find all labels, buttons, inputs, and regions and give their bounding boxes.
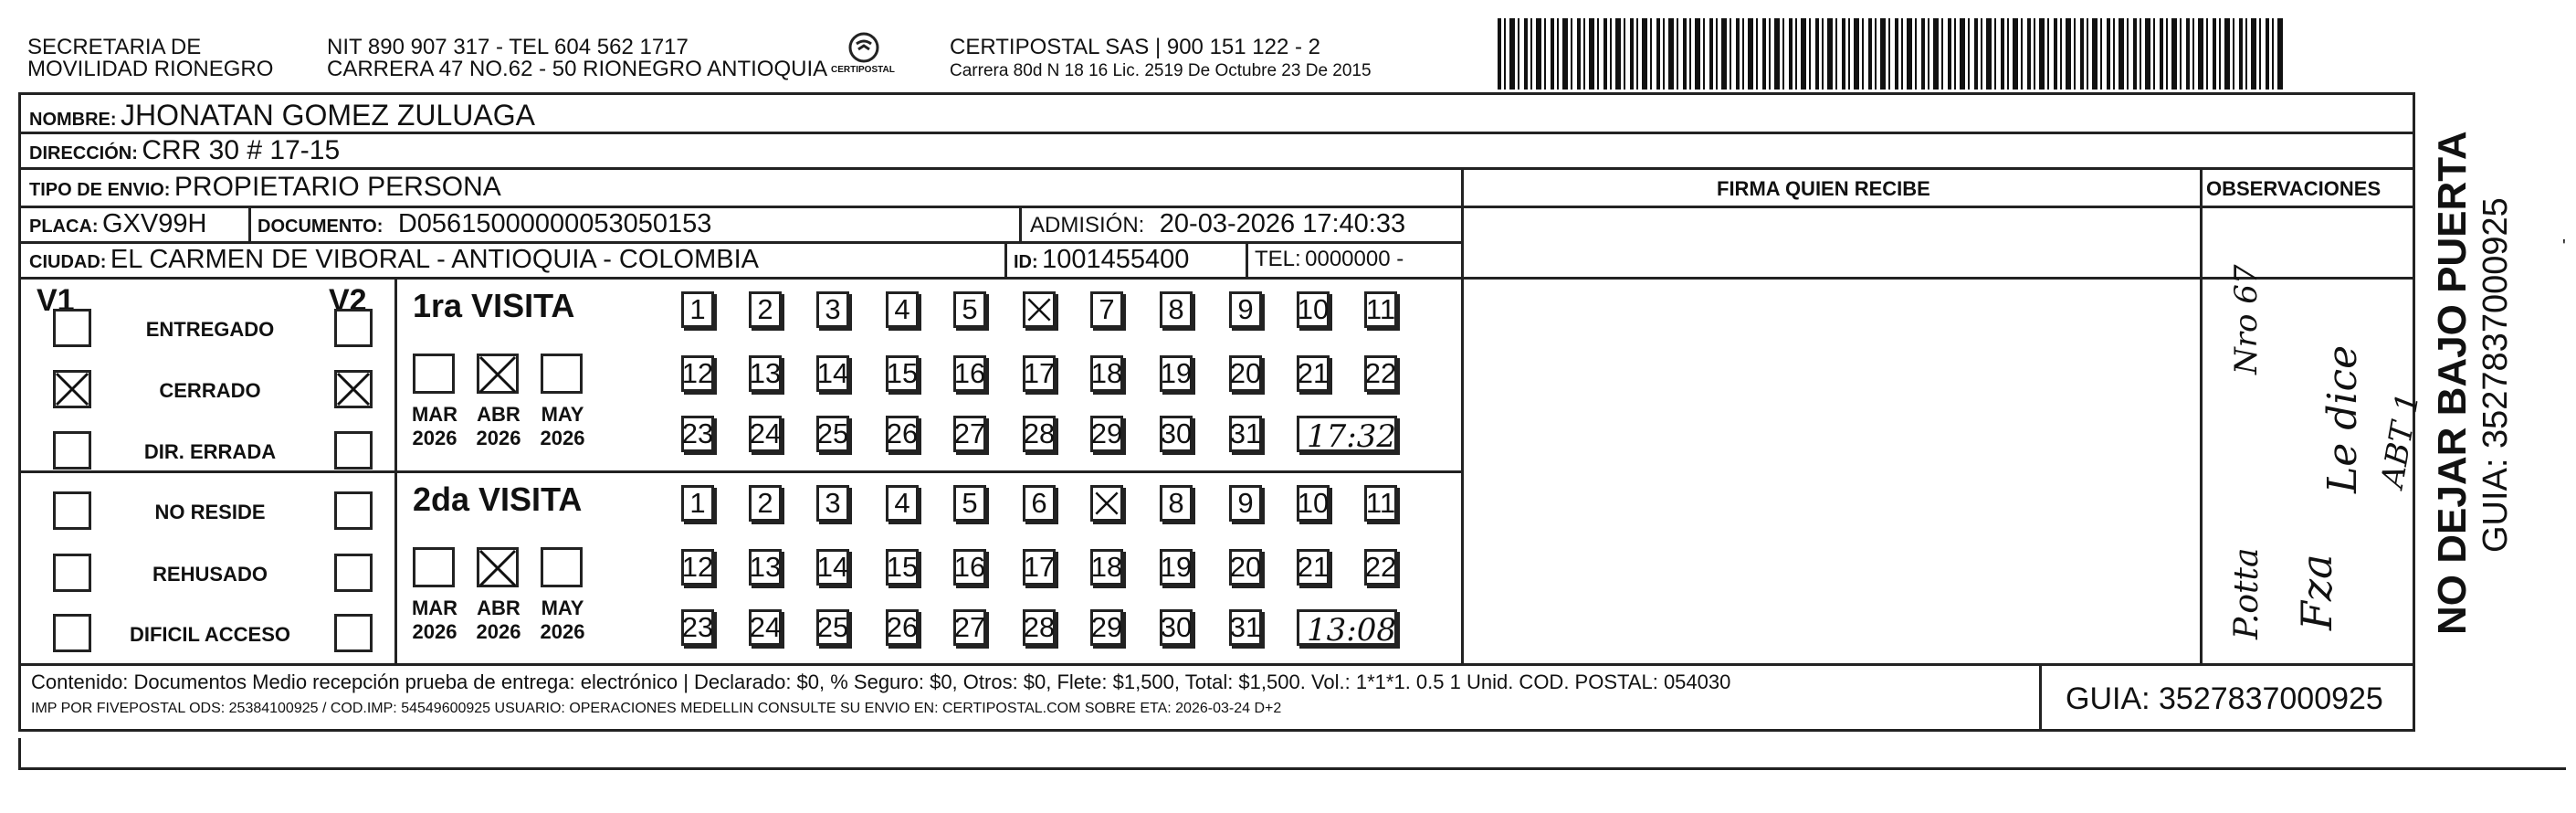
day-box[interactable]: 27 bbox=[953, 609, 986, 646]
day-box[interactable]: 31 bbox=[1229, 416, 1262, 452]
day-box[interactable]: 10 bbox=[1297, 485, 1330, 522]
status-label: DIR. ERRADA bbox=[143, 440, 277, 463]
day-box[interactable]: 16 bbox=[953, 549, 986, 586]
day-box[interactable]: 19 bbox=[1160, 355, 1193, 392]
footer-content: Contenido: Documentos Medio recepción prueba de entrega: electrónico | Declarado: $0, % Seguro: $0, Otros: $0, Flete: $1,500, Total: $1,500. Vol.: 1*1*1. 0.5 1 Unid. COD. POSTAL: 054030 bbox=[31, 670, 1731, 693]
month-checkbox[interactable] bbox=[413, 354, 455, 394]
month-label: MAY bbox=[541, 597, 584, 619]
checkbox-v1-1[interactable] bbox=[53, 370, 91, 408]
checkbox-v2-5[interactable] bbox=[334, 614, 373, 652]
day-box[interactable]: 13 bbox=[749, 549, 782, 586]
day-box[interactable]: 11 bbox=[1364, 485, 1397, 522]
nit-line: NIT 890 907 317 - TEL 604 562 1717 bbox=[327, 35, 689, 59]
day-box[interactable]: 23 bbox=[681, 416, 714, 452]
day-box[interactable]: 20 bbox=[1229, 549, 1262, 586]
day-box[interactable]: 14 bbox=[816, 355, 849, 392]
footer-imp: IMP POR FIVEPOSTAL ODS: 25384100925 / COD.IMP: 54549600925 USUARIO: OPERACIONES MEDELLIN CONSULTE SU ENVIO EN: CERTIPOSTAL.COM SOBRE ETA: 2026-03-24 D+2 bbox=[31, 701, 1282, 716]
checkbox-v2-0[interactable] bbox=[334, 309, 373, 347]
tel: 0000000 - bbox=[1305, 247, 1404, 271]
checkbox-v1-0[interactable] bbox=[53, 309, 91, 347]
status-label: CERRADO bbox=[159, 379, 261, 402]
day-box[interactable]: 30 bbox=[1160, 416, 1193, 452]
observaciones-header: OBSERVACIONES bbox=[2206, 177, 2381, 200]
checkbox-v2-1[interactable] bbox=[334, 370, 373, 408]
handwritten-note-2: Nro 67 bbox=[2228, 264, 2265, 375]
day-box[interactable]: 27 bbox=[953, 416, 986, 452]
day-box[interactable]: 9 bbox=[1229, 485, 1262, 522]
day-box[interactable]: 21 bbox=[1297, 549, 1330, 586]
admision: 20-03-2026 17:40:33 bbox=[1159, 209, 1406, 238]
recipient-address: CRR 30 # 17-15 bbox=[142, 135, 341, 165]
day-box[interactable]: 22 bbox=[1364, 355, 1397, 392]
day-box[interactable]: 16 bbox=[953, 355, 986, 392]
day-box[interactable]: 4 bbox=[886, 485, 919, 522]
address-line: CARRERA 47 NO.62 - 50 RIONEGRO ANTIOQUIA bbox=[327, 57, 828, 81]
status-label: REHUSADO bbox=[152, 563, 268, 586]
day-box[interactable]: 10 bbox=[1297, 291, 1330, 328]
recipient-name: JHONATAN GOMEZ ZULUAGA bbox=[121, 99, 535, 132]
firma-header: FIRMA QUIEN RECIBE bbox=[1717, 177, 1930, 200]
day-box[interactable]: 25 bbox=[816, 416, 849, 452]
day-box[interactable]: 1 bbox=[681, 291, 714, 328]
month-label: MAR bbox=[411, 597, 458, 619]
day-box[interactable]: 11 bbox=[1364, 291, 1397, 328]
logo-text: CERTIPOSTAL bbox=[831, 65, 895, 75]
courier-name: CERTIPOSTAL SAS | 900 151 122 - 2 bbox=[950, 35, 1320, 59]
day-box[interactable]: 1 bbox=[681, 485, 714, 522]
day-box[interactable]: 3 bbox=[816, 485, 849, 522]
handwritten-note-4: ABT 1 bbox=[2374, 389, 2427, 491]
checkbox-v1-2[interactable] bbox=[53, 431, 91, 470]
year-label: 2026 bbox=[412, 427, 457, 449]
handwritten-note-5: Fza bbox=[2292, 554, 2341, 630]
month-checkbox[interactable] bbox=[541, 547, 583, 587]
day-box[interactable]: 8 bbox=[1160, 485, 1193, 522]
visit-time: 13:08 bbox=[1307, 612, 1396, 649]
visit-time-box[interactable] bbox=[1297, 416, 1397, 455]
day-box[interactable]: 19 bbox=[1160, 549, 1193, 586]
day-box[interactable]: 26 bbox=[886, 609, 919, 646]
checkbox-v2-3[interactable] bbox=[334, 491, 373, 530]
visit-title: 2da VISITA bbox=[413, 480, 583, 518]
day-box[interactable]: 30 bbox=[1160, 609, 1193, 646]
day-box[interactable]: 14 bbox=[816, 549, 849, 586]
org-name-line1: SECRETARIA DE bbox=[27, 35, 202, 59]
day-box[interactable]: 17 bbox=[1023, 549, 1056, 586]
day-box[interactable]: 8 bbox=[1160, 291, 1193, 328]
year-label: 2026 bbox=[476, 620, 521, 643]
day-box[interactable]: 18 bbox=[1090, 549, 1123, 586]
checkbox-v2-4[interactable] bbox=[334, 554, 373, 592]
day-box[interactable]: 2 bbox=[749, 485, 782, 522]
status-label: DIFICIL ACCESO bbox=[129, 623, 290, 646]
placa-label: PLACA: bbox=[29, 216, 99, 237]
v2-header: V2 bbox=[329, 283, 367, 318]
month-label: MAR bbox=[411, 403, 458, 426]
day-box[interactable]: 5 bbox=[953, 291, 986, 328]
status-label: ENTREGADO bbox=[145, 318, 275, 341]
org-name-line2: MOVILIDAD RIONEGRO bbox=[27, 57, 274, 81]
day-box[interactable]: 15 bbox=[886, 549, 919, 586]
month-label: ABR bbox=[477, 403, 520, 426]
tipo-envio: PROPIETARIO PERSONA bbox=[173, 172, 501, 202]
day-box[interactable] bbox=[1023, 291, 1056, 328]
v1-header: V1 bbox=[37, 283, 75, 318]
day-box[interactable]: 21 bbox=[1297, 355, 1330, 392]
placa: GXV99H bbox=[102, 209, 207, 238]
checkbox-v1-4[interactable] bbox=[53, 554, 91, 592]
side-guia: GUIA: 3527837000925 bbox=[2476, 197, 2515, 553]
visit-time-box[interactable] bbox=[1297, 609, 1397, 649]
day-box[interactable]: 17 bbox=[1023, 355, 1056, 392]
year-label: 2026 bbox=[476, 427, 521, 449]
tipo-envio-label: TIPO DE ENVIO: bbox=[29, 180, 171, 200]
checkbox-v2-2[interactable] bbox=[334, 431, 373, 470]
handwritten-note-3: Le dice bbox=[2319, 344, 2366, 493]
status-label: NO RESIDE bbox=[154, 501, 266, 523]
id-number: 1001455400 bbox=[1042, 245, 1190, 274]
documento-label: DOCUMENTO: bbox=[258, 216, 384, 237]
day-box[interactable]: 29 bbox=[1090, 416, 1123, 452]
day-box[interactable]: 18 bbox=[1090, 355, 1123, 392]
day-box[interactable]: 31 bbox=[1229, 609, 1262, 646]
certipostal-logo bbox=[831, 31, 897, 79]
day-box[interactable]: 26 bbox=[886, 416, 919, 452]
day-box[interactable]: 20 bbox=[1229, 355, 1262, 392]
month-label: MAY bbox=[541, 403, 584, 426]
tel-label: TEL: bbox=[1255, 247, 1301, 271]
checkbox-v1-3[interactable] bbox=[53, 491, 91, 530]
direccion-label: DIRECCIÓN: bbox=[29, 143, 138, 164]
day-box[interactable]: 4 bbox=[886, 291, 919, 328]
day-box[interactable]: 9 bbox=[1229, 291, 1262, 328]
day-box[interactable]: 28 bbox=[1023, 416, 1056, 452]
month-checkbox[interactable] bbox=[413, 547, 455, 587]
day-box[interactable]: 24 bbox=[749, 609, 782, 646]
day-box[interactable]: 6 bbox=[1023, 485, 1056, 522]
month-label: ABR bbox=[477, 597, 520, 619]
documento: D05615000000053050153 bbox=[397, 209, 712, 238]
ciudad: EL CARMEN DE VIBORAL - ANTIOQUIA - COLOMBIA bbox=[110, 245, 759, 274]
no-dejar-bajo-puerta: NO DEJAR BAJO PUERTA bbox=[2430, 131, 2475, 635]
day-box[interactable]: 28 bbox=[1023, 609, 1056, 646]
month-checkbox[interactable] bbox=[541, 354, 583, 394]
visit-time: 17:32 bbox=[1307, 418, 1396, 455]
nombre-label: NOMBRE: bbox=[29, 110, 117, 130]
day-box[interactable]: 12 bbox=[681, 355, 714, 392]
footer-guia: GUIA: 3527837000925 bbox=[2066, 681, 2383, 716]
month-checkbox[interactable] bbox=[477, 354, 519, 394]
handwritten-note-1: P.otta bbox=[2228, 547, 2266, 639]
day-box[interactable]: 12 bbox=[681, 549, 714, 586]
day-box[interactable]: 25 bbox=[816, 609, 849, 646]
year-label: 2026 bbox=[540, 427, 585, 449]
year-label: 2026 bbox=[412, 620, 457, 643]
day-box[interactable]: 2 bbox=[749, 291, 782, 328]
day-box[interactable]: 13 bbox=[749, 355, 782, 392]
day-box[interactable]: 7 bbox=[1090, 291, 1123, 328]
day-box[interactable]: 15 bbox=[886, 355, 919, 392]
admision-label: ADMISIÓN: bbox=[1030, 213, 1145, 238]
month-checkbox[interactable] bbox=[477, 547, 519, 587]
year-label: 2026 bbox=[540, 620, 585, 643]
id-label: ID: bbox=[1014, 252, 1038, 272]
day-box[interactable]: 3 bbox=[816, 291, 849, 328]
visit-title: 1ra VISITA bbox=[413, 287, 575, 324]
day-box[interactable]: 22 bbox=[1364, 549, 1397, 586]
courier-address: Carrera 80d N 18 16 Lic. 2519 De Octubre 23 De 2015 bbox=[950, 61, 1372, 80]
day-box[interactable] bbox=[1090, 485, 1123, 522]
barcode bbox=[1498, 18, 2283, 90]
day-box[interactable]: 24 bbox=[749, 416, 782, 452]
checkbox-v1-5[interactable] bbox=[53, 614, 91, 652]
ciudad-label: CIUDAD: bbox=[29, 252, 107, 272]
day-box[interactable]: 5 bbox=[953, 485, 986, 522]
day-box[interactable]: 23 bbox=[681, 609, 714, 646]
day-box[interactable]: 29 bbox=[1090, 609, 1123, 646]
